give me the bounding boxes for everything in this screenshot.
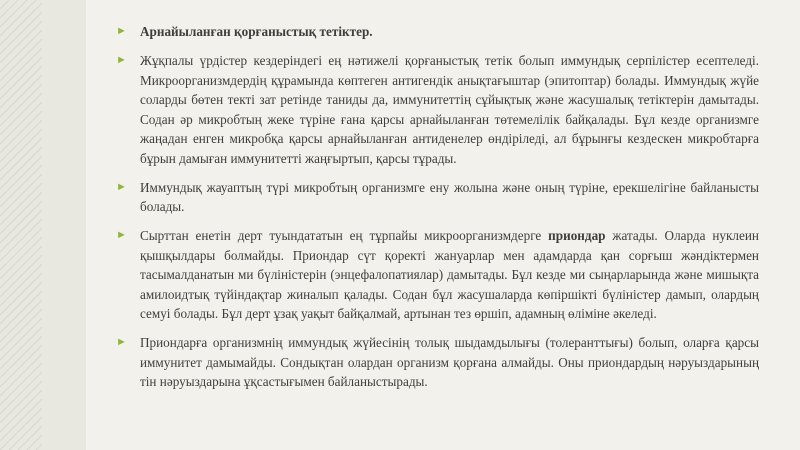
decor-stripe xyxy=(0,111,42,153)
decor-stripe xyxy=(0,0,42,27)
decor-stripe xyxy=(0,264,42,306)
decor-stripe xyxy=(0,120,42,162)
decor-stripe xyxy=(0,3,42,45)
decor-stripe xyxy=(0,210,42,252)
decor-stripe xyxy=(0,246,42,288)
decor-stripe xyxy=(0,21,42,63)
decor-stripe xyxy=(0,336,42,378)
bullet-list xyxy=(114,22,759,392)
decor-stripe xyxy=(0,300,42,342)
decor-stripe xyxy=(0,291,42,333)
paragraph-4-text: Приондарға организмнің иммундық жүйесінің толық шыдамдылығы (толеранттығы) болып, оларға қарсы иммунитет дамымайды. Сондықтан олардан организм қорғана алмайды. Оны приондардың нәруыздарының тін нәруыздарына ұқсастығымен байланыстырады. xyxy=(140,335,759,389)
decor-stripe xyxy=(0,327,42,369)
decor-stripe xyxy=(0,228,42,270)
bullet-paragraph-4 xyxy=(114,333,759,392)
decor-stripe xyxy=(0,219,42,261)
decor-stripe xyxy=(0,417,42,450)
decor-stripe xyxy=(0,282,42,324)
arrow-bullet-icon: ► xyxy=(116,25,127,37)
decor-stripe xyxy=(0,237,42,279)
decor-stripe xyxy=(0,66,42,108)
paragraph-3-bold-term: приондар xyxy=(548,228,606,243)
decor-stripe xyxy=(0,102,42,144)
decor-stripe xyxy=(0,156,42,198)
diagonal-stripes-decoration xyxy=(0,0,42,450)
decor-stripe xyxy=(0,390,42,432)
decor-stripe xyxy=(0,309,42,351)
decor-stripe xyxy=(0,273,42,315)
decor-stripe xyxy=(0,174,42,216)
decor-stripe xyxy=(0,345,42,387)
decor-stripe xyxy=(0,354,42,396)
arrow-bullet-icon: ► xyxy=(116,336,127,348)
arrow-bullet-icon: ► xyxy=(116,229,127,241)
arrow-bullet-icon: ► xyxy=(116,180,127,193)
decor-stripe xyxy=(0,201,42,243)
paragraph-3-before: Сырттан енетін дерт туындататын ең тұрпайы микроорганизмдерге xyxy=(140,228,549,243)
paragraph-1-text: Жұқпалы үрдістер кездеріндегі ең нәтижелі қорғаныстық тетік болып иммундық серпілістер есептеледі. Микроорганизмдердің құрамында көптеген антигендік анықтағыштар (эпитоптар) болады. Иммундық жүйе соларды бөтен текті зат ретінде таниды да, иммунитеттің сұйықтық және жасушалық тетіктерін дамытады. Содан әр микробтың жеке түріне ғана қарсы арнайыланған төтемелілік байқалады. Бұл кезде организмге жаңадан енген микробқа қарсы арнайыланған антиденелер өндіріледі, ал бұрынғы кездескен микробтарға бұрын дамыған иммунитетті жаңғыртып, қарсы тұрады. xyxy=(140,53,759,166)
decor-stripe xyxy=(0,363,42,405)
decor-stripe xyxy=(0,192,42,234)
decor-stripe xyxy=(0,30,42,72)
slide-content xyxy=(114,22,759,432)
decor-stripe xyxy=(0,147,42,189)
decor-stripe xyxy=(0,399,42,441)
decor-stripe xyxy=(0,93,42,135)
decor-stripe xyxy=(0,39,42,81)
decor-stripe xyxy=(0,138,42,180)
bullet-paragraph-2 xyxy=(114,178,759,217)
decor-stripe xyxy=(0,12,42,54)
decor-stripe xyxy=(0,372,42,414)
arrow-bullet-icon: ► xyxy=(116,54,127,66)
bullet-paragraph-3 xyxy=(114,226,759,324)
bullet-heading xyxy=(114,22,759,42)
decor-stripe xyxy=(0,48,42,90)
bullet-paragraph-1 xyxy=(114,51,759,168)
decor-stripe xyxy=(0,129,42,171)
decor-stripe xyxy=(0,408,42,450)
paragraph-3-text xyxy=(140,228,759,321)
decor-stripe xyxy=(0,0,42,9)
decor-stripe xyxy=(0,255,42,297)
decor-stripe xyxy=(0,435,42,450)
paragraph-3-after: жатады. Оларда нуклеин қышқылдары болмайды. Приондар сүт қоректі жануарлар мен адамдарда қан сорғыш жәндіктермен тасымалданатын ми бүліністерін (энцефалопатиялар) дамытады. Бұл кезде ми сыңарларында және мишықта амилоидтық түйіндақтар жиналып қалады. Содан бұл жасушаларда көпіршікті бүліністер дамып, олардың семуі болады. Бұл дерт ұзақ уақыт байқалмай, артынан тез өршіп, адамның өліміне әкеледі. xyxy=(140,228,759,321)
heading-text: Арнайыланған қорғаныстық тетіктер. xyxy=(140,24,373,39)
decor-stripe xyxy=(0,57,42,99)
decor-stripe xyxy=(0,381,42,423)
decor-stripe xyxy=(0,318,42,360)
decor-stripe xyxy=(0,165,42,207)
decor-stripe xyxy=(0,75,42,117)
decor-stripe xyxy=(0,84,42,126)
paragraph-2-text: Иммундық жауаптың түрі микробтың организмге ену жолына және оның түріне, ерекшелігіне байланысты болады. xyxy=(140,179,759,214)
decor-stripe xyxy=(0,183,42,225)
